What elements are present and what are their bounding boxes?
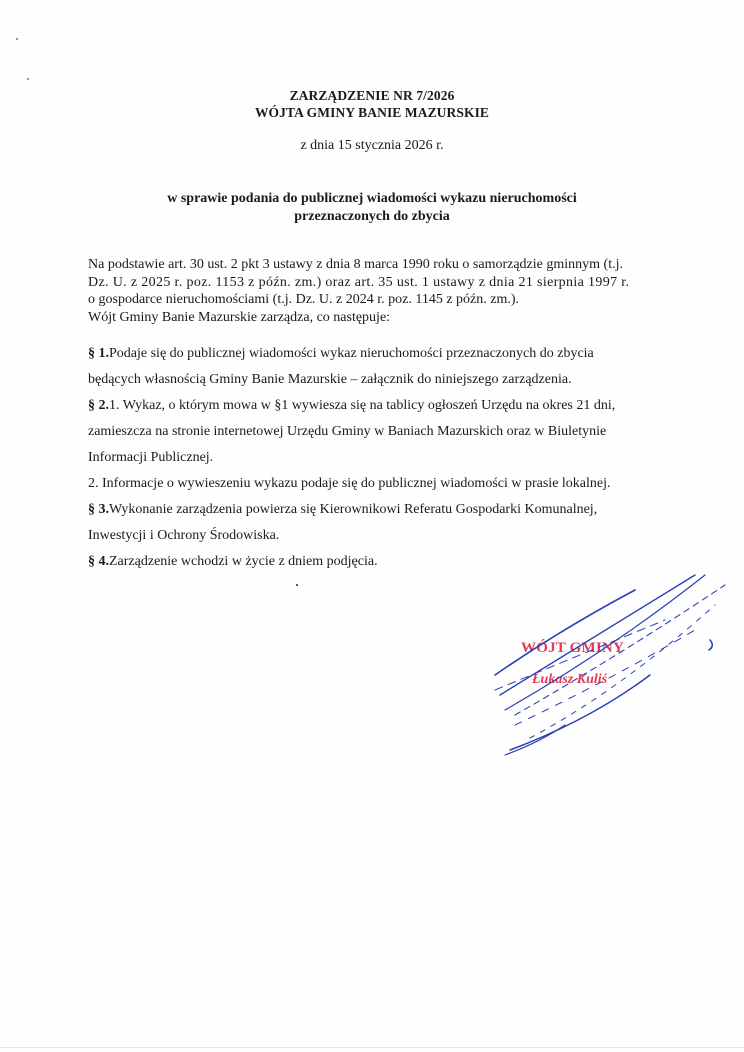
document-heading-authority: WÓJTA GMINY BANIE MAZURSKIE [254, 105, 490, 120]
signature-stroke [495, 590, 635, 675]
document-date: z dnia 15 stycznia 2026 r. [300, 138, 444, 153]
signature-scribble [470, 560, 744, 760]
signature-stroke [500, 575, 695, 695]
document-heading-number: ZARZĄDZENIE NR 7/2026 [289, 88, 455, 103]
scan-speck [16, 38, 18, 40]
paragraph-4-label: § 4. [88, 554, 109, 569]
signature-stroke [505, 575, 705, 710]
scan-bottom-edge [0, 1047, 744, 1048]
paragraph-1-label: § 1. [88, 346, 109, 361]
paragraph-1-text-cont: będących własnością Gminy Banie Mazurskie – załącznik do niniejszego zarządzenia. [88, 372, 572, 387]
signature-stroke [495, 620, 665, 690]
paragraph-2 [88, 393, 688, 419]
paragraph-2-point-2: 2. Informacje o wywieszeniu wykazu podaje się do publicznej wiadomości w prasie lokalnej. [88, 476, 611, 491]
paragraphs [88, 341, 688, 575]
subject-line: w sprawie podania do publicznej wiadomości wykazu nieruchomości [167, 191, 577, 206]
paragraph-2-text-cont: Informacji Publicznej. [88, 450, 214, 465]
paragraph-1-text: Podaje się do publicznej wiadomości wykaz nieruchomości przeznaczonych do zbycia [109, 346, 594, 361]
scan-speck [27, 78, 29, 80]
stamp-title: WÓJT GMINY [521, 640, 624, 656]
paragraph-2-label: § 2. [88, 398, 109, 413]
paragraph-3-text-cont: Inwestycji i Ochrony Środowiska. [88, 528, 280, 543]
document-subject [0, 190, 744, 226]
paragraph-3-text: Wykonanie zarządzenia powierza się Kierownikowi Referatu Gospodarki Komunalnej, [109, 502, 598, 517]
legal-basis [88, 256, 688, 326]
signature-stroke [709, 640, 712, 650]
stamp-name: Łukasz Kuliś [532, 672, 608, 687]
paragraph-4-text: Zarządzenie wchodzi w życie z dniem podjęcia. [109, 554, 378, 569]
paragraph-2-text: 1. Wykaz, o którym mowa w §1 wywiesza się na tablicy ogłoszeń Urzędu na okres 21 dni, [109, 398, 616, 413]
legal-basis-line: Wójt Gminy Banie Mazurskie zarządza, co następuje: [88, 309, 391, 325]
signature-stroke [530, 605, 715, 738]
legal-basis-line: Na podstawie art. 30 ust. 2 pkt 3 ustawy z dnia 8 marca 1990 roku o samorządzie gminnym (t.j. [88, 257, 623, 272]
paragraph-3 [88, 497, 688, 523]
legal-basis-line: o gospodarce nieruchomościami (t.j. Dz. U. z 2024 r. poz. 1145 z późn. zm.). [88, 292, 520, 307]
scan-speck [296, 584, 298, 586]
signature-stroke [510, 675, 650, 750]
paragraph-1 [88, 341, 688, 367]
legal-basis-line: Dz. U. z 2025 r. poz. 1153 z późn. zm.) oraz art. 35 ust. 1 ustawy z dnia 21 sierpnia 1997 r. [88, 274, 630, 290]
paragraph-3-label: § 3. [88, 502, 109, 517]
paragraph-2-text-cont: zamieszcza na stronie internetowej Urzędu Gminy w Baniach Mazurskich oraz w Biuletynie [88, 424, 607, 439]
subject-line: przeznaczonych do zbycia [294, 209, 450, 224]
